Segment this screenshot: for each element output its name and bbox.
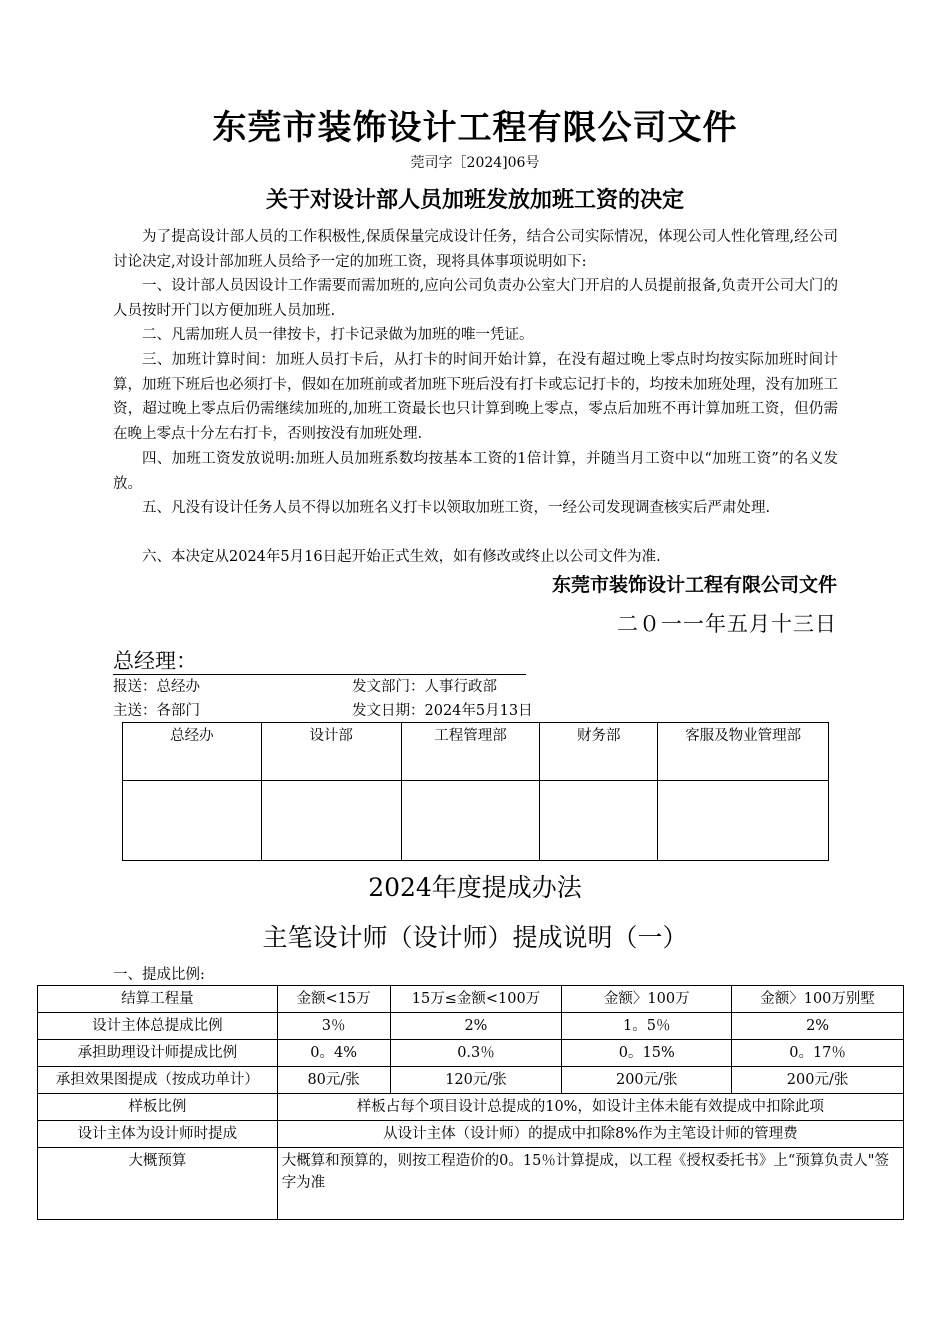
table-cell: 2% [390,1013,562,1040]
general-manager-line: 总经理： [113,648,526,675]
report-to: 报送：总经办 [113,679,200,695]
table-header-cell: 金额<15万 [277,986,390,1013]
document-title: 东莞市装饰设计工程有限公司文件 [212,108,738,148]
clause-6: 六、本决定从2024年5月16日起开始正式生效，如有修改或终止以公司文件为准. [142,549,661,565]
merged-cell: 大概算和预算的，则按工程造价的0。15％计算提成，以工程《授权委托书》上“预算负责人"签字为准 [277,1148,903,1220]
department-signoff-table [122,722,829,861]
clause-3: 三、加班计算时间：加班人员打卡后，从打卡的时间开始计算，在没有超过晚上零点时均按实际加班时间计算，加班下班后也必须打卡，假如在加班前或者加班下班后没有打卡或忘记打卡的，均按未加班处理，没有加班工资，超过晚上零点后仍需继续加班的,加班工资最长也只计算到晚上零点，零点后加班不再计算加班工资，但仍需在晚上零点十分左右打卡，否则按没有加班处理. [113,352,838,442]
clause-2: 二、凡需加班人员一律按卡，打卡记录做为加班的唯一凭证。 [142,327,534,343]
row-label: 样板比例 [38,1094,278,1121]
issue-date: 发文日期：2024年5月13日 [352,703,533,719]
document-number: 莞司字［2024]06号 [410,155,540,171]
signature-date: 二０一一年五月十三日 [617,612,837,636]
table-cell: 80元/张 [277,1067,390,1094]
commission-rate-table [37,985,904,1220]
table-cell: 0.3％ [390,1040,562,1067]
signoff-cell [401,781,540,861]
merged-cell: 从设计主体（设计师）的提成中扣除8%作为主笔设计师的管理费 [277,1121,903,1148]
dept-header-cell: 工程管理部 [401,723,540,781]
dept-header-cell: 设计部 [261,723,401,781]
table-cell: 0。17％ [732,1040,904,1067]
signoff-cell [123,781,262,861]
main-recipient: 主送：各部门 [113,703,200,719]
signoff-cell [261,781,401,861]
issuing-department: 发文部门：人事行政部 [352,679,497,695]
clause-1: 一、设计部人员因设计工作需要而需加班的,应向公司负责办公室大门开启的人员提前报备,负责开公司大门的人员按时开门以方便加班人员加班. [113,278,838,319]
signoff-cell [540,781,658,861]
merged-cell: 样板占每个项目设计总提成的10%，如设计主体未能有效提成中扣除此项 [277,1094,903,1121]
table-cell: 0。4% [277,1040,390,1067]
dept-header-cell: 总经办 [123,723,262,781]
table-cell: 120元/张 [390,1067,562,1094]
dept-header-cell: 客服及物业管理部 [658,723,829,781]
intro-paragraph: 为了提高设计部人员的工作积极性,保质保量完成设计任务，结合公司实际情况，体现公司人性化管理,经公司讨论决定,对设计部加班人员给予一定的加班工资，现将具体事项说明如下: [113,229,838,270]
table-cell: 200元/张 [732,1067,904,1094]
document-subtitle: 关于对设计部人员加班发放加班工资的决定 [265,187,684,213]
row-label: 承担效果图提成（按成功单计） [38,1067,278,1094]
table-header-cell: 金额〉100万别墅 [732,986,904,1013]
row-label: 设计主体为设计师时提成 [38,1121,278,1148]
table-cell: 200元/张 [562,1067,732,1094]
table-cell: 3％ [277,1013,390,1040]
clause-5: 五、凡没有设计任务人员不得以加班名义打卡以领取加班工资，一经公司发现调查核实后严肃处理. [142,500,771,516]
signoff-cell [658,781,829,861]
clause-4: 四、加班工资发放说明:加班人员加班系数均按基本工资的1倍计算，并随当月工资中以“加班工资”的名义发放。 [113,451,838,492]
section-label: 一、提成比例: [113,967,205,983]
table-cell: 2% [732,1013,904,1040]
commission-subtitle: 主笔设计师（设计师）提成说明（一） [262,923,688,952]
row-label: 承担助理设计师提成比例 [38,1040,278,1067]
table-header-cell: 结算工程量 [38,986,278,1013]
table-header-cell: 15万≤金额<100万 [390,986,562,1013]
row-label: 大概预算 [38,1148,278,1220]
table-header-cell: 金额〉100万 [562,986,732,1013]
commission-title: 2024年度提成办法 [368,873,582,902]
table-cell: 1。5％ [562,1013,732,1040]
row-label: 设计主体总提成比例 [38,1013,278,1040]
table-cell: 0。15% [562,1040,732,1067]
signature-organization: 东莞市装饰设计工程有限公司文件 [551,574,837,596]
dept-header-cell: 财务部 [540,723,658,781]
